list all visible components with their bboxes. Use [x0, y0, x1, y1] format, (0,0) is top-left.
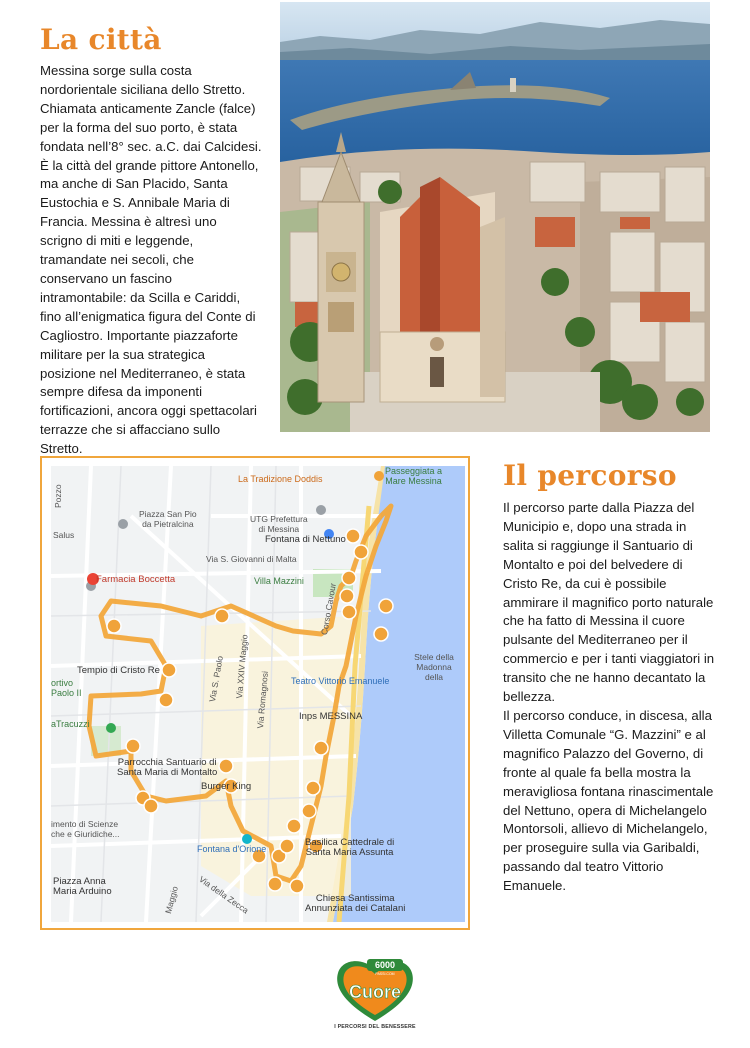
map-label-via-paolo: Via S. Paolo	[207, 655, 225, 703]
logo-mark	[334, 955, 416, 1023]
citta-text	[40, 62, 262, 459]
map-label-stele: Stele della Madonna della	[414, 652, 454, 682]
percorso-text	[503, 499, 719, 896]
percorso-title: Il percorso	[503, 459, 677, 492]
messina-aerial-photo	[280, 2, 710, 432]
map-label-via-giovanni: Via S. Giovanni di Malta	[206, 554, 297, 564]
map-label-scienze: imento di Scienze che e Giuridiche...	[51, 819, 120, 839]
map-label-inps: Inps MESSINA	[299, 711, 363, 722]
map-label-tempio: Tempio di Cristo Re	[77, 665, 160, 676]
logo-tagline: I PERCORSI DEL BENESSERE	[334, 1024, 416, 1030]
map-label-farmacia: Farmacia Boccetta	[96, 574, 176, 585]
map-label-villa-mazzini: Villa Mazzini	[254, 576, 304, 586]
logo-subtext: PASSI.COM	[375, 972, 395, 976]
map-label-pozzo: Pozzo	[53, 484, 63, 508]
map-label-utg: UTG Prefettura di Messina	[250, 514, 308, 534]
percorso-paragraph-2: Il percorso conduce, in discesa, alla Villetta Comunale “G. Mazzini” e al magnifico Palazzo del Governo, di fronte al quale fa bella mostra la meravigliosa fontana rinascimentale del Nettuno, opera di Michelangelo Montorsoli, allievo di Michelangelo, per proseguire sulla via Garibaldi, passando dal teatro Vittorio Emanuele.	[503, 707, 714, 894]
citta-paragraph: Messina sorge sulla costa nordorientale siciliana dello Stretto. Chiamata anticamente Zancle (falce) per la forma del suo porto, è stata fondata nell’8° sec. a.C. dai Calcidesi. È la città del grande pittore Antonello, ma anche di San Placido, Santa Eustochia e S. Annibale Maria di Francia. Messina è altresì uno scrigno di miti e leggende, tramandate nei secoli, che conservano un fascino intramontabile: da Scilla e Cariddi, fino all’enigmatica figura del Conte di Cagliostro. Importante piazzaforte militare per la sua strategica posizione nel Mediterraneo, è stata sempre difesa da imponenti fortificazioni, ancora oggi spettacolari terrazze che si affacciano sullo Stretto.	[40, 63, 262, 457]
map-label-via-romagnosi: Via Romagnosi	[255, 670, 270, 729]
map-label-tradizione: La Tradizione Doddis	[238, 474, 323, 484]
map-label-fontana-orione: Fontana d'Orione	[197, 844, 267, 854]
percorso-paragraph-1: Il percorso parte dalla Piazza del Municipio e, dopo una strada in salita si raggiunge il Santuario di Montalto e poi del belvedere di Cristo Re, da cui è possibile ammirare il magnifico porto naturale che ha fatto di Messina il cuore pulsante del Mediterraneo per il commercio e per i tanti viaggiatori in transito che ne hanno decantato la bellezza.	[503, 500, 715, 705]
logo-brand: Cuore	[348, 982, 402, 1002]
map-label-corso-cavour: Corso Cavour	[319, 582, 338, 636]
map-label-chiesa: Chiesa Santissima Annunziata dei Catalani	[305, 893, 406, 914]
map-label-passeggiata: Passeggiata a Mare Messina	[385, 466, 443, 486]
map-label-tracuzzi: aTracuzzi	[51, 719, 90, 729]
map-label-basilica: Basilica Cattedrale di Santa Maria Assunta	[305, 837, 395, 858]
citta-title: La città	[40, 23, 162, 56]
map-label-piazza-anna: Piazza Anna Maria Arduino	[53, 876, 112, 897]
map-label-maggio: Maggio	[163, 885, 180, 915]
map-label-parrocchia: Parrocchia Santuario di Santa Maria di Montalto	[117, 757, 218, 778]
route-map-frame	[40, 456, 470, 930]
map-label-portivo: ortivo Paolo II	[51, 678, 82, 698]
logo-number: 6000	[374, 960, 396, 970]
map-label-burger: Burger King	[201, 781, 252, 792]
map-label-via-zecca: Via della Zecca	[197, 874, 251, 916]
6000-passi-cuore-logo	[334, 955, 416, 1035]
map-label-via-maggio: Via XXIV Maggio	[234, 634, 250, 699]
map-label-salus: Salus	[53, 530, 75, 540]
route-map[interactable]	[51, 466, 465, 922]
map-label-piazza-san-pio: Piazza San Pio da Pietralcina	[139, 509, 197, 529]
map-label-teatro: Teatro Vittorio Emanuele	[291, 676, 390, 686]
map-label-fontana-nettuno: Fontana di Nettuno	[265, 534, 346, 545]
